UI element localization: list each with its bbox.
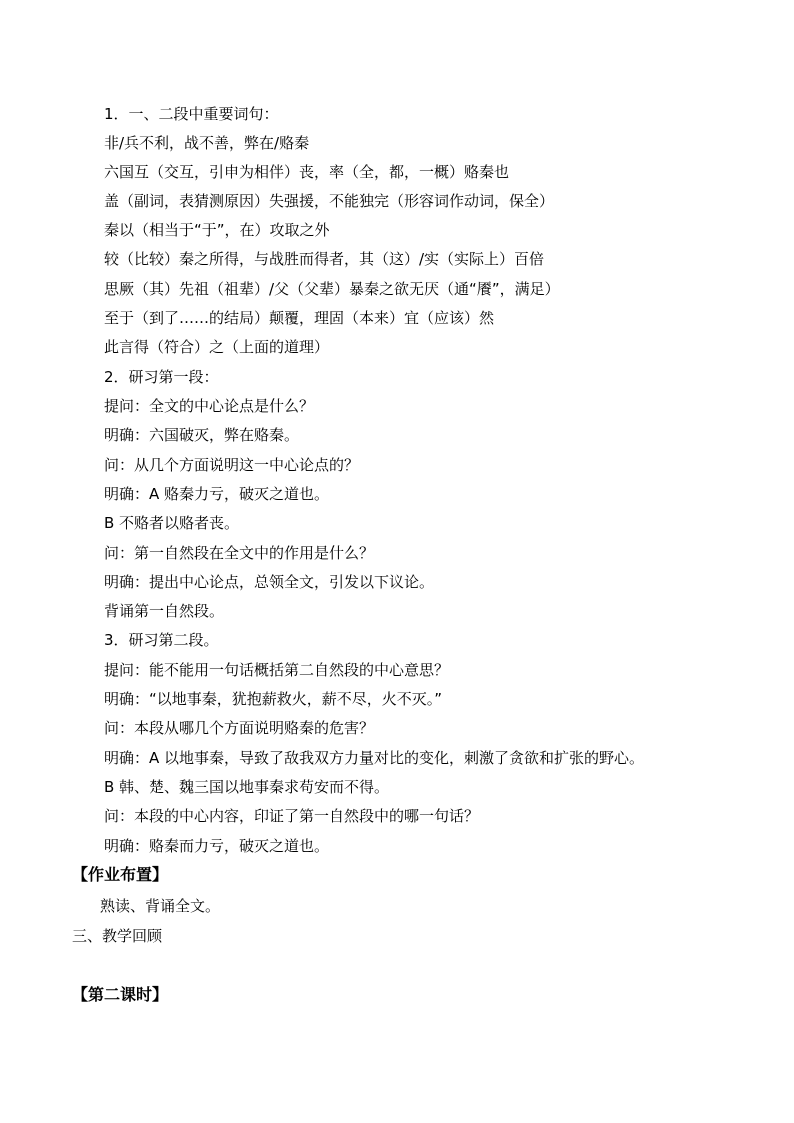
text-line: 至于（到了……的结局）颠覆，理固（本来）宜（应该）然 [104,309,495,327]
text-line: 问：第一自然段在全文中的作用是什么？ [104,544,375,562]
text-line: 1．一、二段中重要词句： [104,105,279,123]
text-line: 六国互（交互，引申为相伴）丧，率（全，都，一概）赂秦也 [104,163,510,181]
text-line: 思厥（其）先祖（祖辈）/父（父辈）暴秦之欲无厌（通“餍”，满足） [104,280,560,298]
text-line: 明确：A 赂秦力亏，破灭之道也。 [104,485,330,503]
text-line: 此言得（符合）之（上面的道理） [104,338,330,356]
text-line: 明确：六国破灭，弊在赂秦。 [104,426,300,444]
text-line: 较（比较）秦之所得，与战胜而得者，其（这）/实（实际上）百倍 [104,250,545,268]
text-line: 提问：能不能用一句话概括第二自然段的中心意思？ [104,661,450,679]
second-lesson-heading: 【第二课时】 [72,985,169,1004]
homework-heading: 【作业布置】 [72,865,169,884]
text-line: 3．研习第二段。 [104,631,219,649]
text-line: 2．研习第一段： [104,368,219,386]
text-line: B 韩、楚、魏三国以地事秦求苟安而不得。 [104,778,390,796]
text-line: 背诵第一自然段。 [104,602,225,620]
text-line: 问：本段的中心内容，印证了第一自然段中的哪一句话？ [104,807,480,825]
text-line: 盖（副词，表猜测原因）失强援，不能独完（形容词作动词，保全） [104,192,555,210]
text-line: 明确：“以地事秦，犹抱薪救火，薪不尽，火不灭。” [104,690,443,708]
text-line: 明确：赂秦而力亏，破灭之道也。 [104,837,330,855]
text-line: 明确：提出中心论点，总领全文，引发以下议论。 [104,573,435,591]
text-line: B 不赂者以赂者丧。 [104,514,240,532]
section-three-heading: 三、教学回顾 [72,927,163,945]
text-line: 问：本段从哪几个方面说明赂秦的危害？ [104,719,375,737]
text-line: 提问：全文的中心论点是什么？ [104,397,315,415]
homework-text: 熟读、背诵全文。 [100,897,221,915]
text-line: 问：从几个方面说明这一中心论点的？ [104,456,360,474]
text-line: 秦以（相当于“于”，在）攻取之外 [104,221,330,239]
text-line: 非/兵不利，战不善，弊在/赂秦 [104,134,310,152]
text-line: 明确：A 以地事秦，导致了敌我双方力量对比的变化，刺激了贪欲和扩张的野心。 [104,749,645,767]
